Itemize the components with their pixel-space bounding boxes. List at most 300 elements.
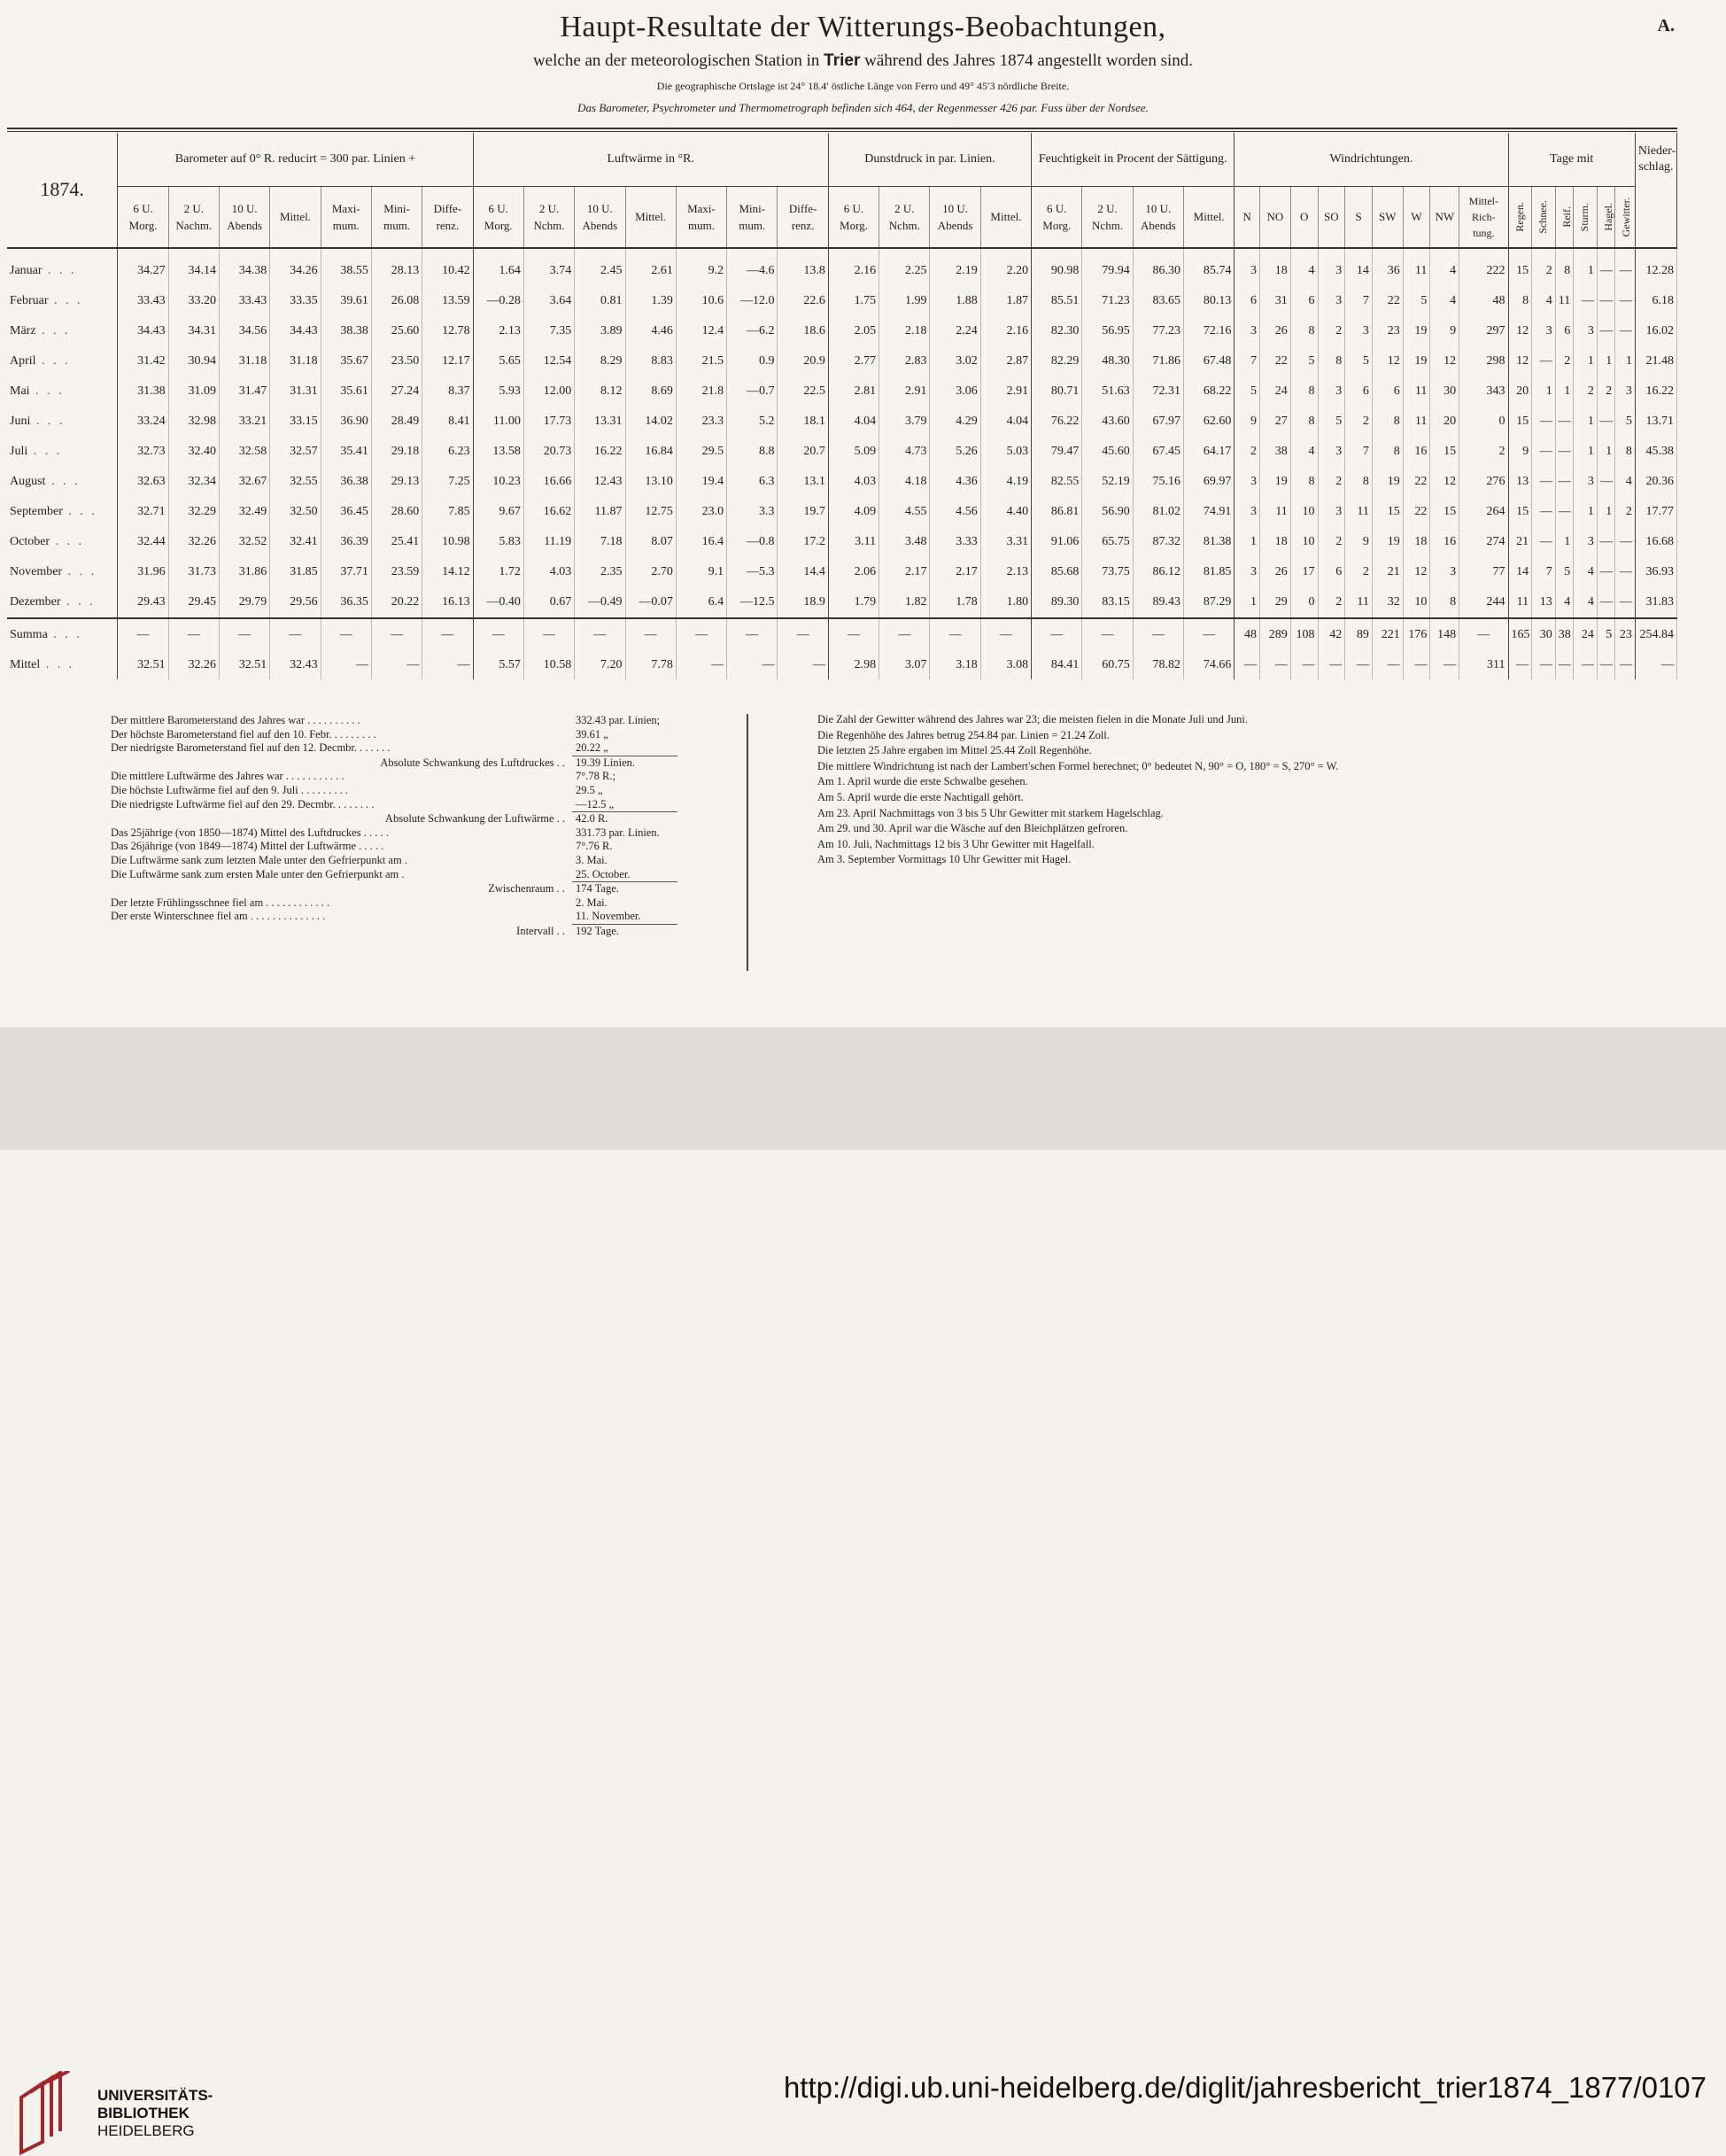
table-cell: 2.98: [828, 651, 878, 679]
group-barometer: Barometer auf 0° R. reducirt = 300 par. Linien +: [118, 133, 473, 187]
table-cell: —: [1597, 587, 1614, 618]
table-cell: 80.71: [1032, 376, 1082, 407]
note-label: Das 25jährige (von 1850—1874) Mittel des Luftdruckes . . . . .: [111, 826, 389, 839]
note-line: [111, 826, 677, 841]
table-cell: 5.09: [828, 437, 878, 467]
table-row: [7, 407, 1677, 437]
note-value: 174 Tage.: [576, 882, 619, 896]
table-cell: 6: [1318, 557, 1345, 587]
leader-dots: . . .: [30, 415, 66, 428]
table-cell: 5: [1318, 407, 1345, 437]
remark-line: Am 10. Juli, Nachmittags 12 bis 3 Uhr Gewitter mit Hagelfall.: [817, 837, 1095, 850]
table-cell: —: [1597, 467, 1614, 497]
remark-line: Am 23. April Nachmittags von 3 bis 5 Uhr Gewitter mit starkem Hagelschlag.: [817, 806, 1164, 819]
row-label-text: November: [10, 565, 63, 578]
table-cell: 2: [1597, 376, 1614, 407]
leader-dots: . . .: [29, 384, 65, 398]
note-label: Der letzte Frühlingsschnee fiel am . . . . . . . . . . . .: [111, 896, 330, 909]
table-cell: 18: [1260, 527, 1291, 557]
table-cell: —0.7: [727, 376, 778, 407]
note-label: Intervall . .: [516, 924, 565, 937]
table-cell: 38.55: [321, 248, 371, 286]
note-label: Die mittlere Luftwärme des Jahres war . . . . . . . . . . .: [111, 770, 344, 783]
table-cell: 3: [1574, 527, 1598, 557]
table-row: [7, 346, 1677, 376]
col-wind-w: W: [1403, 187, 1430, 249]
table-cell: 2.17: [930, 557, 980, 587]
summary-notes-right: [817, 712, 1668, 868]
table-cell: 2: [1555, 346, 1573, 376]
table-cell: —: [1597, 248, 1614, 286]
scanned-page: [0, 0, 1726, 1028]
table-cell: 32.29: [168, 497, 219, 527]
note-label: Die niedrigste Luftwärme fiel auf den 29. Decmbr. . . . . . . .: [111, 797, 375, 810]
table-cell: 24: [1260, 376, 1291, 407]
table-cell: 22: [1403, 467, 1430, 497]
row-label: [7, 587, 118, 618]
table-cell: —: [1318, 651, 1345, 679]
table-cell: 21: [1508, 527, 1532, 557]
table-cell: 33.21: [219, 407, 269, 437]
table-cell: 23.50: [371, 346, 422, 376]
table-cell: 8: [1290, 316, 1318, 346]
table-cell: 71.86: [1133, 346, 1183, 376]
table-cell: 2.81: [828, 376, 878, 407]
table-cell: 86.30: [1133, 248, 1183, 286]
table-row: [7, 286, 1677, 316]
table-cell: 34.31: [168, 316, 219, 346]
table-cell: 3.3: [727, 497, 778, 527]
table-cell: 3: [1318, 286, 1345, 316]
table-cell: 13.58: [473, 437, 523, 467]
table-cell: 17.73: [523, 407, 574, 437]
table-cell: 38: [1260, 437, 1291, 467]
table-cell: 15: [1508, 407, 1532, 437]
weather-results-table: [7, 133, 1677, 679]
note-line: [111, 812, 677, 826]
note-value: 331.73 par. Linien.: [576, 826, 660, 839]
row-label: [7, 316, 118, 346]
table-cell: 8.83: [625, 346, 676, 376]
table-cell: 7.35: [523, 316, 574, 346]
table-cell: 3: [1574, 467, 1598, 497]
table-cell: 36.38: [321, 467, 371, 497]
table-cell: 2.77: [828, 346, 878, 376]
note-value: 39.61 „: [576, 727, 608, 741]
table-cell: 82.29: [1032, 346, 1082, 376]
table-cell: 11: [1555, 286, 1573, 316]
table-cell: 31.86: [219, 557, 269, 587]
table-cell: 32.43: [270, 651, 321, 679]
library-name: [97, 2087, 213, 2140]
table-cell: 23.3: [676, 407, 726, 437]
col-baro-10u: 10 U. Abends: [219, 187, 269, 249]
table-cell: 35.67: [321, 346, 371, 376]
table-cell: 7.18: [575, 527, 625, 557]
table-cell: 8: [1372, 407, 1403, 437]
year-label: 1874.: [7, 133, 118, 248]
note-value: —12.5 „: [572, 798, 677, 813]
table-cell: 28.60: [371, 497, 422, 527]
table-cell: 18: [1260, 248, 1291, 286]
table-cell: 83.65: [1133, 286, 1183, 316]
table-cell: —: [1597, 557, 1614, 587]
table-cell: 3: [1574, 316, 1598, 346]
table-cell: 6.23: [422, 437, 473, 467]
top-rule-thin: [7, 131, 1677, 132]
table-cell: —: [321, 618, 371, 651]
table-cell: 8.07: [625, 527, 676, 557]
table-cell: 1: [1574, 497, 1598, 527]
table-cell: 51.63: [1082, 376, 1133, 407]
table-cell: 17.77: [1635, 497, 1676, 527]
table-cell: 16.66: [523, 467, 574, 497]
table-cell: 13.1: [778, 467, 828, 497]
col-tage-reif: [1555, 187, 1573, 249]
row-label-text: Dezember: [10, 595, 61, 609]
table-cell: —: [1574, 651, 1598, 679]
table-cell: 22.6: [778, 286, 828, 316]
table-cell: —: [1532, 437, 1556, 467]
table-cell: 12.28: [1635, 248, 1676, 286]
col-luft-2u: 2 U. Nchm.: [523, 187, 574, 249]
table-cell: 11: [1260, 497, 1291, 527]
table-cell: 89.30: [1032, 587, 1082, 618]
col-tage-schnee-label: Schnee.: [1536, 200, 1550, 234]
table-row: [7, 497, 1677, 527]
table-cell: 83.15: [1082, 587, 1133, 618]
col-dunst-6u: 6 U. Morg.: [828, 187, 878, 249]
table-cell: 3.08: [980, 651, 1031, 679]
table-cell: 5: [1345, 346, 1373, 376]
table-cell: 2.87: [980, 346, 1031, 376]
table-cell: 26.08: [371, 286, 422, 316]
table-cell: 17: [1290, 557, 1318, 587]
leader-dots: . . .: [42, 264, 77, 277]
table-cell: 38: [1555, 618, 1573, 651]
col-tage-reif-label: Reif.: [1560, 206, 1573, 228]
library-footer: [0, 1028, 1726, 2139]
table-cell: 1.72: [473, 557, 523, 587]
table-cell: —: [219, 618, 269, 651]
table-cell: 8: [1318, 346, 1345, 376]
col-baro-max: Maxi-mum.: [321, 187, 371, 249]
table-cell: 4.04: [980, 407, 1031, 437]
note-line: [111, 840, 677, 854]
table-cell: 4.36: [930, 467, 980, 497]
note-label: Die höchste Luftwärme fiel auf den 9. Juli . . . . . . . . .: [111, 783, 348, 796]
table-cell: 19.4: [676, 467, 726, 497]
remark-line: Am 5. April wurde die erste Nachtigall gehört.: [817, 790, 1024, 803]
table-cell: 33.24: [118, 407, 168, 437]
table-cell: 3.31: [980, 527, 1031, 557]
table-cell: 32.26: [168, 651, 219, 679]
table-cell: 56.90: [1082, 497, 1133, 527]
table-cell: 1.87: [980, 286, 1031, 316]
table-cell: 1: [1235, 527, 1260, 557]
row-label-text: August: [10, 475, 46, 488]
table-cell: 16.02: [1635, 316, 1676, 346]
col-tage-regen-label: Regen.: [1513, 202, 1526, 232]
table-cell: 25.60: [371, 316, 422, 346]
table-cell: 8: [1372, 437, 1403, 467]
table-cell: 2: [1318, 467, 1345, 497]
table-cell: 37.71: [321, 557, 371, 587]
table-cell: 176: [1403, 618, 1430, 651]
table-cell: —: [1260, 651, 1291, 679]
note-value: 3. Mai.: [576, 853, 608, 866]
table-cell: 23.59: [371, 557, 422, 587]
table-cell: 2.20: [980, 248, 1031, 286]
table-cell: 87.29: [1184, 587, 1235, 618]
table-cell: 1.78: [930, 587, 980, 618]
table-cell: 32.49: [219, 497, 269, 527]
table-cell: —: [1184, 618, 1235, 651]
table-cell: 3.64: [523, 286, 574, 316]
table-cell: 18: [1403, 527, 1430, 557]
table-cell: 2.25: [879, 248, 930, 286]
table-row: [7, 587, 1677, 618]
table-cell: 13.31: [575, 407, 625, 437]
table-cell: 2.13: [473, 316, 523, 346]
table-row: [7, 557, 1677, 587]
table-cell: 45.38: [1635, 437, 1676, 467]
note-label: Der höchste Barometerstand fiel auf den 10. Febr. . . . . . . . .: [111, 727, 376, 741]
table-cell: 343: [1459, 376, 1508, 407]
table-cell: —: [1615, 651, 1636, 679]
table-cell: 244: [1459, 587, 1508, 618]
table-cell: —: [879, 618, 930, 651]
table-cell: 2.70: [625, 557, 676, 587]
leader-dots: . . .: [47, 628, 82, 641]
subtitle-after: während des Jahres 1874 angestellt worden sind.: [864, 51, 1194, 70]
table-cell: 8.41: [422, 407, 473, 437]
table-cell: 18.1: [778, 407, 828, 437]
table-row: [7, 316, 1677, 346]
table-cell: 12.17: [422, 346, 473, 376]
table-cell: —: [1597, 407, 1614, 437]
table-cell: 18.6: [778, 316, 828, 346]
table-cell: 3.07: [879, 651, 930, 679]
table-cell: 22.5: [778, 376, 828, 407]
table-cell: —: [676, 618, 726, 651]
table-cell: 32.34: [168, 467, 219, 497]
table-cell: —: [1615, 587, 1636, 618]
row-label: [7, 497, 118, 527]
table-cell: 5.2: [727, 407, 778, 437]
table-row: [7, 527, 1677, 557]
table-cell: 30.94: [168, 346, 219, 376]
remark-line: Am 1. April wurde die erste Schwalbe gesehen.: [817, 775, 1028, 788]
table-cell: 4: [1430, 286, 1459, 316]
table-cell: 29.56: [270, 587, 321, 618]
table-cell: 5: [1615, 407, 1636, 437]
table-cell: 2: [1459, 437, 1508, 467]
table-cell: 32.98: [168, 407, 219, 437]
table-cell: 3: [1318, 248, 1345, 286]
row-label-text: Summa: [10, 628, 48, 641]
table-cell: 76.22: [1032, 407, 1082, 437]
row-label-text: Mittel: [10, 658, 41, 671]
col-tage-sturm: [1574, 187, 1598, 249]
table-cell: 311: [1459, 651, 1508, 679]
table-cell: 5.26: [930, 437, 980, 467]
table-cell: 60.75: [1082, 651, 1133, 679]
table-cell: —: [1082, 618, 1133, 651]
table-cell: 81.02: [1133, 497, 1183, 527]
table-cell: 4: [1290, 248, 1318, 286]
table-cell: 21.5: [676, 346, 726, 376]
table-cell: 4: [1574, 557, 1598, 587]
row-label-text: Mai: [10, 384, 30, 398]
group-dunstdruck: Dunstdruck in par. Linien.: [828, 133, 1031, 187]
row-label: [7, 557, 118, 587]
table-cell: 36.35: [321, 587, 371, 618]
table-cell: 11.00: [473, 407, 523, 437]
remark-line: Die Regenhöhe des Jahres betrug 254.84 par. Linien = 21.24 Zoll.: [817, 728, 1110, 741]
note-line: [111, 925, 677, 939]
table-cell: 1: [1235, 587, 1260, 618]
table-cell: 2: [1235, 437, 1260, 467]
table-cell: 2.91: [980, 376, 1031, 407]
table-cell: 6: [1555, 316, 1573, 346]
table-cell: 62.60: [1184, 407, 1235, 437]
table-cell: 4: [1555, 587, 1573, 618]
table-cell: 1.99: [879, 286, 930, 316]
col-baro-2u: 2 U. Nachm.: [168, 187, 219, 249]
table-cell: 32.50: [270, 497, 321, 527]
table-cell: 12: [1430, 467, 1459, 497]
group-windrichtungen: Windrichtungen.: [1235, 133, 1508, 187]
table-cell: 4: [1290, 437, 1318, 467]
table-row-summa: [7, 618, 1677, 651]
table-cell: 4.56: [930, 497, 980, 527]
table-cell: 15: [1372, 497, 1403, 527]
table-cell: 1.75: [828, 286, 878, 316]
table-cell: 45.60: [1082, 437, 1133, 467]
table-cell: —4.6: [727, 248, 778, 286]
notes-divider: [747, 714, 748, 971]
table-cell: 32.40: [168, 437, 219, 467]
table-cell: —: [1133, 618, 1183, 651]
table-cell: 27: [1260, 407, 1291, 437]
table-cell: 10: [1290, 497, 1318, 527]
table-cell: 26: [1260, 316, 1291, 346]
table-cell: 13.10: [625, 467, 676, 497]
table-cell: 10.6: [676, 286, 726, 316]
table-cell: 3: [1318, 497, 1345, 527]
table-cell: 81.85: [1184, 557, 1235, 587]
note-line: [111, 868, 677, 883]
table-cell: 3.89: [575, 316, 625, 346]
col-wind-nw: NW: [1430, 187, 1459, 249]
table-cell: 82.30: [1032, 316, 1082, 346]
table-cell: 4: [1574, 587, 1598, 618]
note-value: 7°.78 R.;: [576, 770, 615, 783]
table-cell: 15: [1430, 437, 1459, 467]
note-line: [111, 728, 677, 742]
table-cell: 1: [1615, 346, 1636, 376]
table-cell: 81.38: [1184, 527, 1235, 557]
table-cell: 7: [1235, 346, 1260, 376]
table-cell: —: [371, 618, 422, 651]
table-cell: —: [422, 651, 473, 679]
table-cell: 9.1: [676, 557, 726, 587]
table-cell: 19: [1403, 316, 1430, 346]
table-cell: 4.03: [828, 467, 878, 497]
table-cell: —: [625, 618, 676, 651]
table-cell: —: [1615, 527, 1636, 557]
col-tage-sturm-label: Sturm.: [1578, 202, 1591, 232]
table-cell: —: [1555, 407, 1573, 437]
table-cell: 23.0: [676, 497, 726, 527]
table-cell: 35.41: [321, 437, 371, 467]
table-cell: 18.9: [778, 587, 828, 618]
col-baro-diff: Diffe-renz.: [422, 187, 473, 249]
table-cell: 4.19: [980, 467, 1031, 497]
table-cell: 108: [1290, 618, 1318, 651]
table-cell: 19: [1372, 527, 1403, 557]
table-cell: 6.4: [676, 587, 726, 618]
table-cell: 298: [1459, 346, 1508, 376]
table-cell: 4.46: [625, 316, 676, 346]
row-label: [7, 346, 118, 376]
table-cell: 33.20: [168, 286, 219, 316]
table-cell: 222: [1459, 248, 1508, 286]
table-cell: 165: [1508, 618, 1532, 651]
table-cell: 10.42: [422, 248, 473, 286]
table-cell: 1.88: [930, 286, 980, 316]
library-name-line2: BIBLIOTHEK: [97, 2105, 190, 2121]
note-label: Die Luftwärme sank zum letzten Male unter den Gefrierpunkt am .: [111, 853, 407, 866]
table-cell: 27.24: [371, 376, 422, 407]
note-line: [111, 741, 677, 756]
table-cell: 3.33: [930, 527, 980, 557]
table-cell: 22: [1260, 346, 1291, 376]
table-cell: 6: [1345, 376, 1373, 407]
table-cell: 3: [1235, 497, 1260, 527]
table-cell: 32.58: [219, 437, 269, 467]
document-url-link[interactable]: http://digi.ub.uni-heidelberg.de/diglit/jahresbericht_trier1874_1877/0107: [783, 2071, 1707, 2104]
table-cell: 74.91: [1184, 497, 1235, 527]
table-cell: 14.4: [778, 557, 828, 587]
table-cell: —: [1508, 651, 1532, 679]
table-cell: —: [1615, 316, 1636, 346]
table-cell: 12.4: [676, 316, 726, 346]
table-cell: —: [1555, 497, 1573, 527]
table-cell: 4.09: [828, 497, 878, 527]
table-cell: 254.84: [1635, 618, 1676, 651]
table-cell: —: [1532, 497, 1556, 527]
table-cell: —: [1555, 437, 1573, 467]
table-cell: 4: [1615, 467, 1636, 497]
table-cell: —6.2: [727, 316, 778, 346]
table-cell: 48: [1459, 286, 1508, 316]
table-cell: 84.41: [1032, 651, 1082, 679]
table-cell: 3: [1235, 557, 1260, 587]
table-cell: —: [828, 618, 878, 651]
geo-location-note: Die geographische Ortslage ist 24° 18.4′ östliche Länge von Ferro und 49° 45′3 nördliche Breite.: [656, 80, 1070, 92]
table-cell: 34.43: [270, 316, 321, 346]
table-cell: 8: [1508, 286, 1532, 316]
table-cell: 31: [1260, 286, 1291, 316]
table-cell: 32.63: [118, 467, 168, 497]
table-cell: —0.8: [727, 527, 778, 557]
table-cell: 5.83: [473, 527, 523, 557]
table-cell: 89: [1345, 618, 1373, 651]
col-luft-min: Mini-mum.: [727, 187, 778, 249]
table-cell: 1.39: [625, 286, 676, 316]
